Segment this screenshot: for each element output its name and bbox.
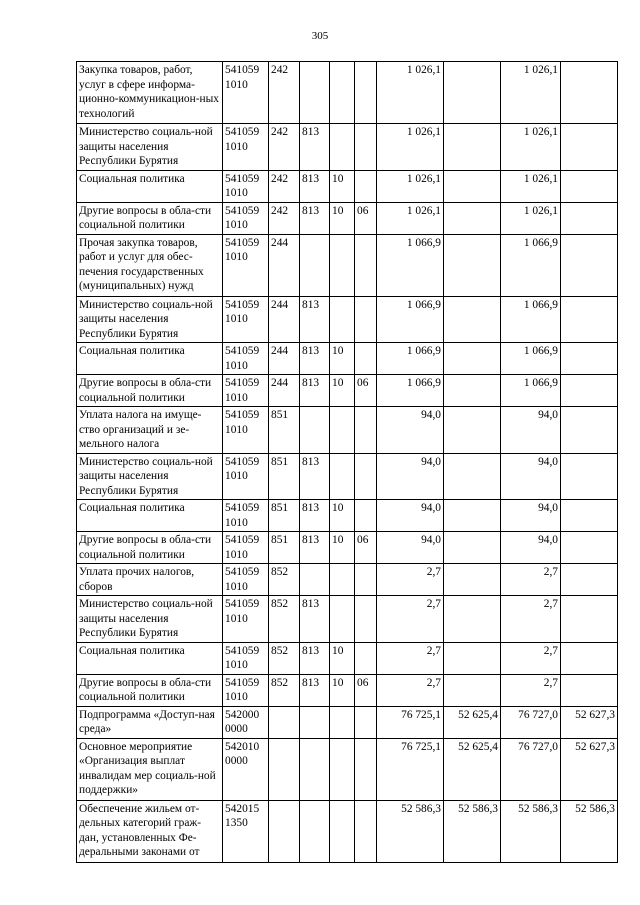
amount-3-cell: 94,0: [501, 532, 561, 564]
row-name-cell: Министерство социаль-ной защиты населения Республики Бурятия: [77, 453, 223, 500]
ministry-code-cell: 813: [300, 202, 330, 234]
row-name-cell: Другие вопросы в обла-сти социальной политики: [77, 375, 223, 407]
amount-1-cell: 94,0: [377, 453, 444, 500]
table-row: [77, 124, 618, 171]
subsection-code-cell: 06: [355, 532, 377, 564]
target-article-cell: 541059 1010: [223, 500, 269, 532]
amount-3-cell: 1 066,9: [501, 375, 561, 407]
subsection-code-cell: [355, 170, 377, 202]
row-name-cell: Другие вопросы в обла-сти социальной политики: [77, 674, 223, 706]
amount-2-cell: [444, 500, 501, 532]
amount-2-cell: [444, 170, 501, 202]
row-name-cell: Социальная политика: [77, 642, 223, 674]
expense-type-cell: [269, 706, 300, 738]
ministry-code-cell: 813: [300, 124, 330, 171]
amount-2-cell: 52 586,3: [444, 800, 501, 862]
expense-type-cell: 852: [269, 596, 300, 643]
expense-type-cell: [269, 800, 300, 862]
subsection-code-cell: [355, 453, 377, 500]
section-code-cell: [330, 453, 355, 500]
subsection-code-cell: [355, 500, 377, 532]
target-article-cell: 541059 1010: [223, 296, 269, 343]
amount-2-cell: 52 625,4: [444, 738, 501, 800]
amount-3-cell: 1 066,9: [501, 343, 561, 375]
table-row: [77, 500, 618, 532]
subsection-code-cell: 06: [355, 202, 377, 234]
table-row: [77, 642, 618, 674]
amount-4-cell: [561, 674, 618, 706]
amount-1-cell: 1 066,9: [377, 375, 444, 407]
amount-2-cell: [444, 124, 501, 171]
ministry-code-cell: 813: [300, 532, 330, 564]
amount-2-cell: [444, 596, 501, 643]
amount-2-cell: [444, 642, 501, 674]
table-row: [77, 532, 618, 564]
amount-1-cell: 94,0: [377, 407, 444, 454]
amount-4-cell: [561, 170, 618, 202]
amount-3-cell: 1 026,1: [501, 202, 561, 234]
amount-3-cell: 52 586,3: [501, 800, 561, 862]
subsection-code-cell: [355, 296, 377, 343]
amount-3-cell: 1 066,9: [501, 296, 561, 343]
target-article-cell: 541059 1010: [223, 202, 269, 234]
amount-3-cell: 2,7: [501, 596, 561, 643]
amount-4-cell: 52 586,3: [561, 800, 618, 862]
amount-1-cell: 1 026,1: [377, 62, 444, 124]
table-row: [77, 738, 618, 800]
amount-2-cell: [444, 407, 501, 454]
subsection-code-cell: [355, 738, 377, 800]
page-number: 305: [311, 30, 329, 42]
expense-type-cell: 852: [269, 564, 300, 596]
expense-type-cell: 851: [269, 407, 300, 454]
section-code-cell: [330, 738, 355, 800]
ministry-code-cell: 813: [300, 296, 330, 343]
subsection-code-cell: [355, 343, 377, 375]
row-name-cell: Министерство социаль-ной защиты населения Республики Бурятия: [77, 296, 223, 343]
expense-type-cell: 242: [269, 170, 300, 202]
amount-3-cell: 1 026,1: [501, 124, 561, 171]
amount-4-cell: 52 627,3: [561, 706, 618, 738]
amount-3-cell: 2,7: [501, 642, 561, 674]
ministry-code-cell: [300, 706, 330, 738]
row-name-cell: Социальная политика: [77, 343, 223, 375]
section-code-cell: [330, 234, 355, 296]
amount-4-cell: [561, 596, 618, 643]
amount-4-cell: [561, 407, 618, 454]
table-row: [77, 706, 618, 738]
amount-3-cell: 94,0: [501, 500, 561, 532]
expense-type-cell: 242: [269, 202, 300, 234]
subsection-code-cell: [355, 564, 377, 596]
section-code-cell: 10: [330, 170, 355, 202]
amount-1-cell: 1 026,1: [377, 202, 444, 234]
amount-2-cell: [444, 296, 501, 343]
subsection-code-cell: [355, 800, 377, 862]
table-row: [77, 170, 618, 202]
amount-4-cell: [561, 532, 618, 564]
amount-2-cell: [444, 234, 501, 296]
amount-2-cell: [444, 202, 501, 234]
amount-1-cell: 1 026,1: [377, 170, 444, 202]
target-article-cell: 542010 0000: [223, 738, 269, 800]
table-row: [77, 296, 618, 343]
table-row: [77, 674, 618, 706]
amount-2-cell: [444, 564, 501, 596]
amount-4-cell: [561, 124, 618, 171]
expense-type-cell: 851: [269, 500, 300, 532]
table-row: [77, 234, 618, 296]
ministry-code-cell: [300, 738, 330, 800]
row-name-cell: Уплата налога на имуще-ство организаций и зе-мельного налога: [77, 407, 223, 454]
expense-type-cell: [269, 738, 300, 800]
expense-type-cell: 852: [269, 674, 300, 706]
ministry-code-cell: [300, 800, 330, 862]
target-article-cell: 541059 1010: [223, 343, 269, 375]
section-code-cell: [330, 62, 355, 124]
ministry-code-cell: 813: [300, 170, 330, 202]
row-name-cell: Прочая закупка товаров, работ и услуг для обес-печения государственных (муниципальных) нужд: [77, 234, 223, 296]
amount-4-cell: [561, 453, 618, 500]
expense-type-cell: 244: [269, 375, 300, 407]
subsection-code-cell: 06: [355, 375, 377, 407]
amount-4-cell: [561, 564, 618, 596]
ministry-code-cell: 813: [300, 674, 330, 706]
expense-type-cell: 244: [269, 343, 300, 375]
target-article-cell: 541059 1010: [223, 124, 269, 171]
ministry-code-cell: [300, 564, 330, 596]
target-article-cell: 541059 1010: [223, 596, 269, 643]
amount-3-cell: 1 066,9: [501, 234, 561, 296]
row-name-cell: Министерство социаль-ной защиты населения Республики Бурятия: [77, 596, 223, 643]
amount-1-cell: 1 066,9: [377, 296, 444, 343]
ministry-code-cell: 813: [300, 343, 330, 375]
amount-3-cell: 1 026,1: [501, 170, 561, 202]
amount-1-cell: 1 026,1: [377, 124, 444, 171]
row-name-cell: Подпрограмма «Доступ-ная среда»: [77, 706, 223, 738]
amount-2-cell: [444, 453, 501, 500]
amount-3-cell: 2,7: [501, 564, 561, 596]
target-article-cell: 542015 1350: [223, 800, 269, 862]
amount-4-cell: [561, 375, 618, 407]
ministry-code-cell: [300, 407, 330, 454]
amount-1-cell: 52 586,3: [377, 800, 444, 862]
amount-2-cell: [444, 343, 501, 375]
amount-4-cell: 52 627,3: [561, 738, 618, 800]
subsection-code-cell: [355, 706, 377, 738]
expense-type-cell: 852: [269, 642, 300, 674]
amount-1-cell: 1 066,9: [377, 343, 444, 375]
table-row: [77, 202, 618, 234]
amount-1-cell: 94,0: [377, 500, 444, 532]
table-row: [77, 407, 618, 454]
section-code-cell: 10: [330, 343, 355, 375]
row-name-cell: Социальная политика: [77, 500, 223, 532]
amount-3-cell: 1 026,1: [501, 62, 561, 124]
amount-4-cell: [561, 343, 618, 375]
amount-1-cell: 2,7: [377, 642, 444, 674]
amount-1-cell: 2,7: [377, 674, 444, 706]
amount-2-cell: [444, 62, 501, 124]
section-code-cell: [330, 124, 355, 171]
row-name-cell: Обеспечение жильем от-дельных категорий граж-дан, установленных Фе-деральными законами от: [77, 800, 223, 862]
table-row: [77, 375, 618, 407]
expense-type-cell: 242: [269, 124, 300, 171]
amount-4-cell: [561, 62, 618, 124]
target-article-cell: 541059 1010: [223, 375, 269, 407]
amount-4-cell: [561, 296, 618, 343]
amount-1-cell: 1 066,9: [377, 234, 444, 296]
amount-1-cell: 94,0: [377, 532, 444, 564]
expense-type-cell: 851: [269, 453, 300, 500]
amount-2-cell: [444, 532, 501, 564]
section-code-cell: [330, 296, 355, 343]
expense-type-cell: 242: [269, 62, 300, 124]
amount-1-cell: 2,7: [377, 564, 444, 596]
amount-3-cell: 94,0: [501, 453, 561, 500]
table-row: [77, 62, 618, 124]
ministry-code-cell: 813: [300, 596, 330, 643]
row-name-cell: Социальная политика: [77, 170, 223, 202]
amount-2-cell: 52 625,4: [444, 706, 501, 738]
section-code-cell: 10: [330, 375, 355, 407]
row-name-cell: Другие вопросы в обла-сти социальной политики: [77, 202, 223, 234]
subsection-code-cell: [355, 234, 377, 296]
section-code-cell: 10: [330, 532, 355, 564]
section-code-cell: [330, 706, 355, 738]
ministry-code-cell: 813: [300, 642, 330, 674]
target-article-cell: 541059 1010: [223, 642, 269, 674]
target-article-cell: 541059 1010: [223, 532, 269, 564]
expense-type-cell: 244: [269, 234, 300, 296]
subsection-code-cell: [355, 407, 377, 454]
subsection-code-cell: [355, 642, 377, 674]
section-code-cell: 10: [330, 642, 355, 674]
ministry-code-cell: 813: [300, 500, 330, 532]
section-code-cell: 10: [330, 674, 355, 706]
target-article-cell: 541059 1010: [223, 62, 269, 124]
table-row: [77, 596, 618, 643]
expense-type-cell: 244: [269, 296, 300, 343]
subsection-code-cell: [355, 62, 377, 124]
ministry-code-cell: 813: [300, 453, 330, 500]
section-code-cell: 10: [330, 500, 355, 532]
target-article-cell: 541059 1010: [223, 674, 269, 706]
amount-4-cell: [561, 202, 618, 234]
ministry-code-cell: 813: [300, 375, 330, 407]
table-row: [77, 453, 618, 500]
subsection-code-cell: [355, 596, 377, 643]
row-name-cell: Закупка товаров, работ, услуг в сфере информа-ционно-коммуникацион-ных технологий: [77, 62, 223, 124]
row-name-cell: Основное мероприятие «Организация выплат инвалидам мер социаль-ной поддержки»: [77, 738, 223, 800]
row-name-cell: Другие вопросы в обла-сти социальной политики: [77, 532, 223, 564]
amount-3-cell: 2,7: [501, 674, 561, 706]
expense-type-cell: 851: [269, 532, 300, 564]
table-row: [77, 800, 618, 862]
target-article-cell: 541059 1010: [223, 234, 269, 296]
table-row: [77, 564, 618, 596]
amount-2-cell: [444, 375, 501, 407]
section-code-cell: [330, 407, 355, 454]
section-code-cell: [330, 800, 355, 862]
amount-3-cell: 76 727,0: [501, 706, 561, 738]
section-code-cell: 10: [330, 202, 355, 234]
target-article-cell: 542000 0000: [223, 706, 269, 738]
ministry-code-cell: [300, 234, 330, 296]
table-row: [77, 343, 618, 375]
amount-3-cell: 76 727,0: [501, 738, 561, 800]
amount-2-cell: [444, 674, 501, 706]
subsection-code-cell: 06: [355, 674, 377, 706]
row-name-cell: Уплата прочих налогов, сборов: [77, 564, 223, 596]
budget-table: [76, 61, 618, 863]
row-name-cell: Министерство социаль-ной защиты населения Республики Бурятия: [77, 124, 223, 171]
amount-1-cell: 2,7: [377, 596, 444, 643]
subsection-code-cell: [355, 124, 377, 171]
target-article-cell: 541059 1010: [223, 407, 269, 454]
section-code-cell: [330, 564, 355, 596]
amount-4-cell: [561, 234, 618, 296]
target-article-cell: 541059 1010: [223, 564, 269, 596]
ministry-code-cell: [300, 62, 330, 124]
amount-4-cell: [561, 500, 618, 532]
target-article-cell: 541059 1010: [223, 453, 269, 500]
target-article-cell: 541059 1010: [223, 170, 269, 202]
amount-3-cell: 94,0: [501, 407, 561, 454]
table-body: [77, 62, 618, 863]
amount-1-cell: 76 725,1: [377, 706, 444, 738]
section-code-cell: [330, 596, 355, 643]
amount-1-cell: 76 725,1: [377, 738, 444, 800]
amount-4-cell: [561, 642, 618, 674]
